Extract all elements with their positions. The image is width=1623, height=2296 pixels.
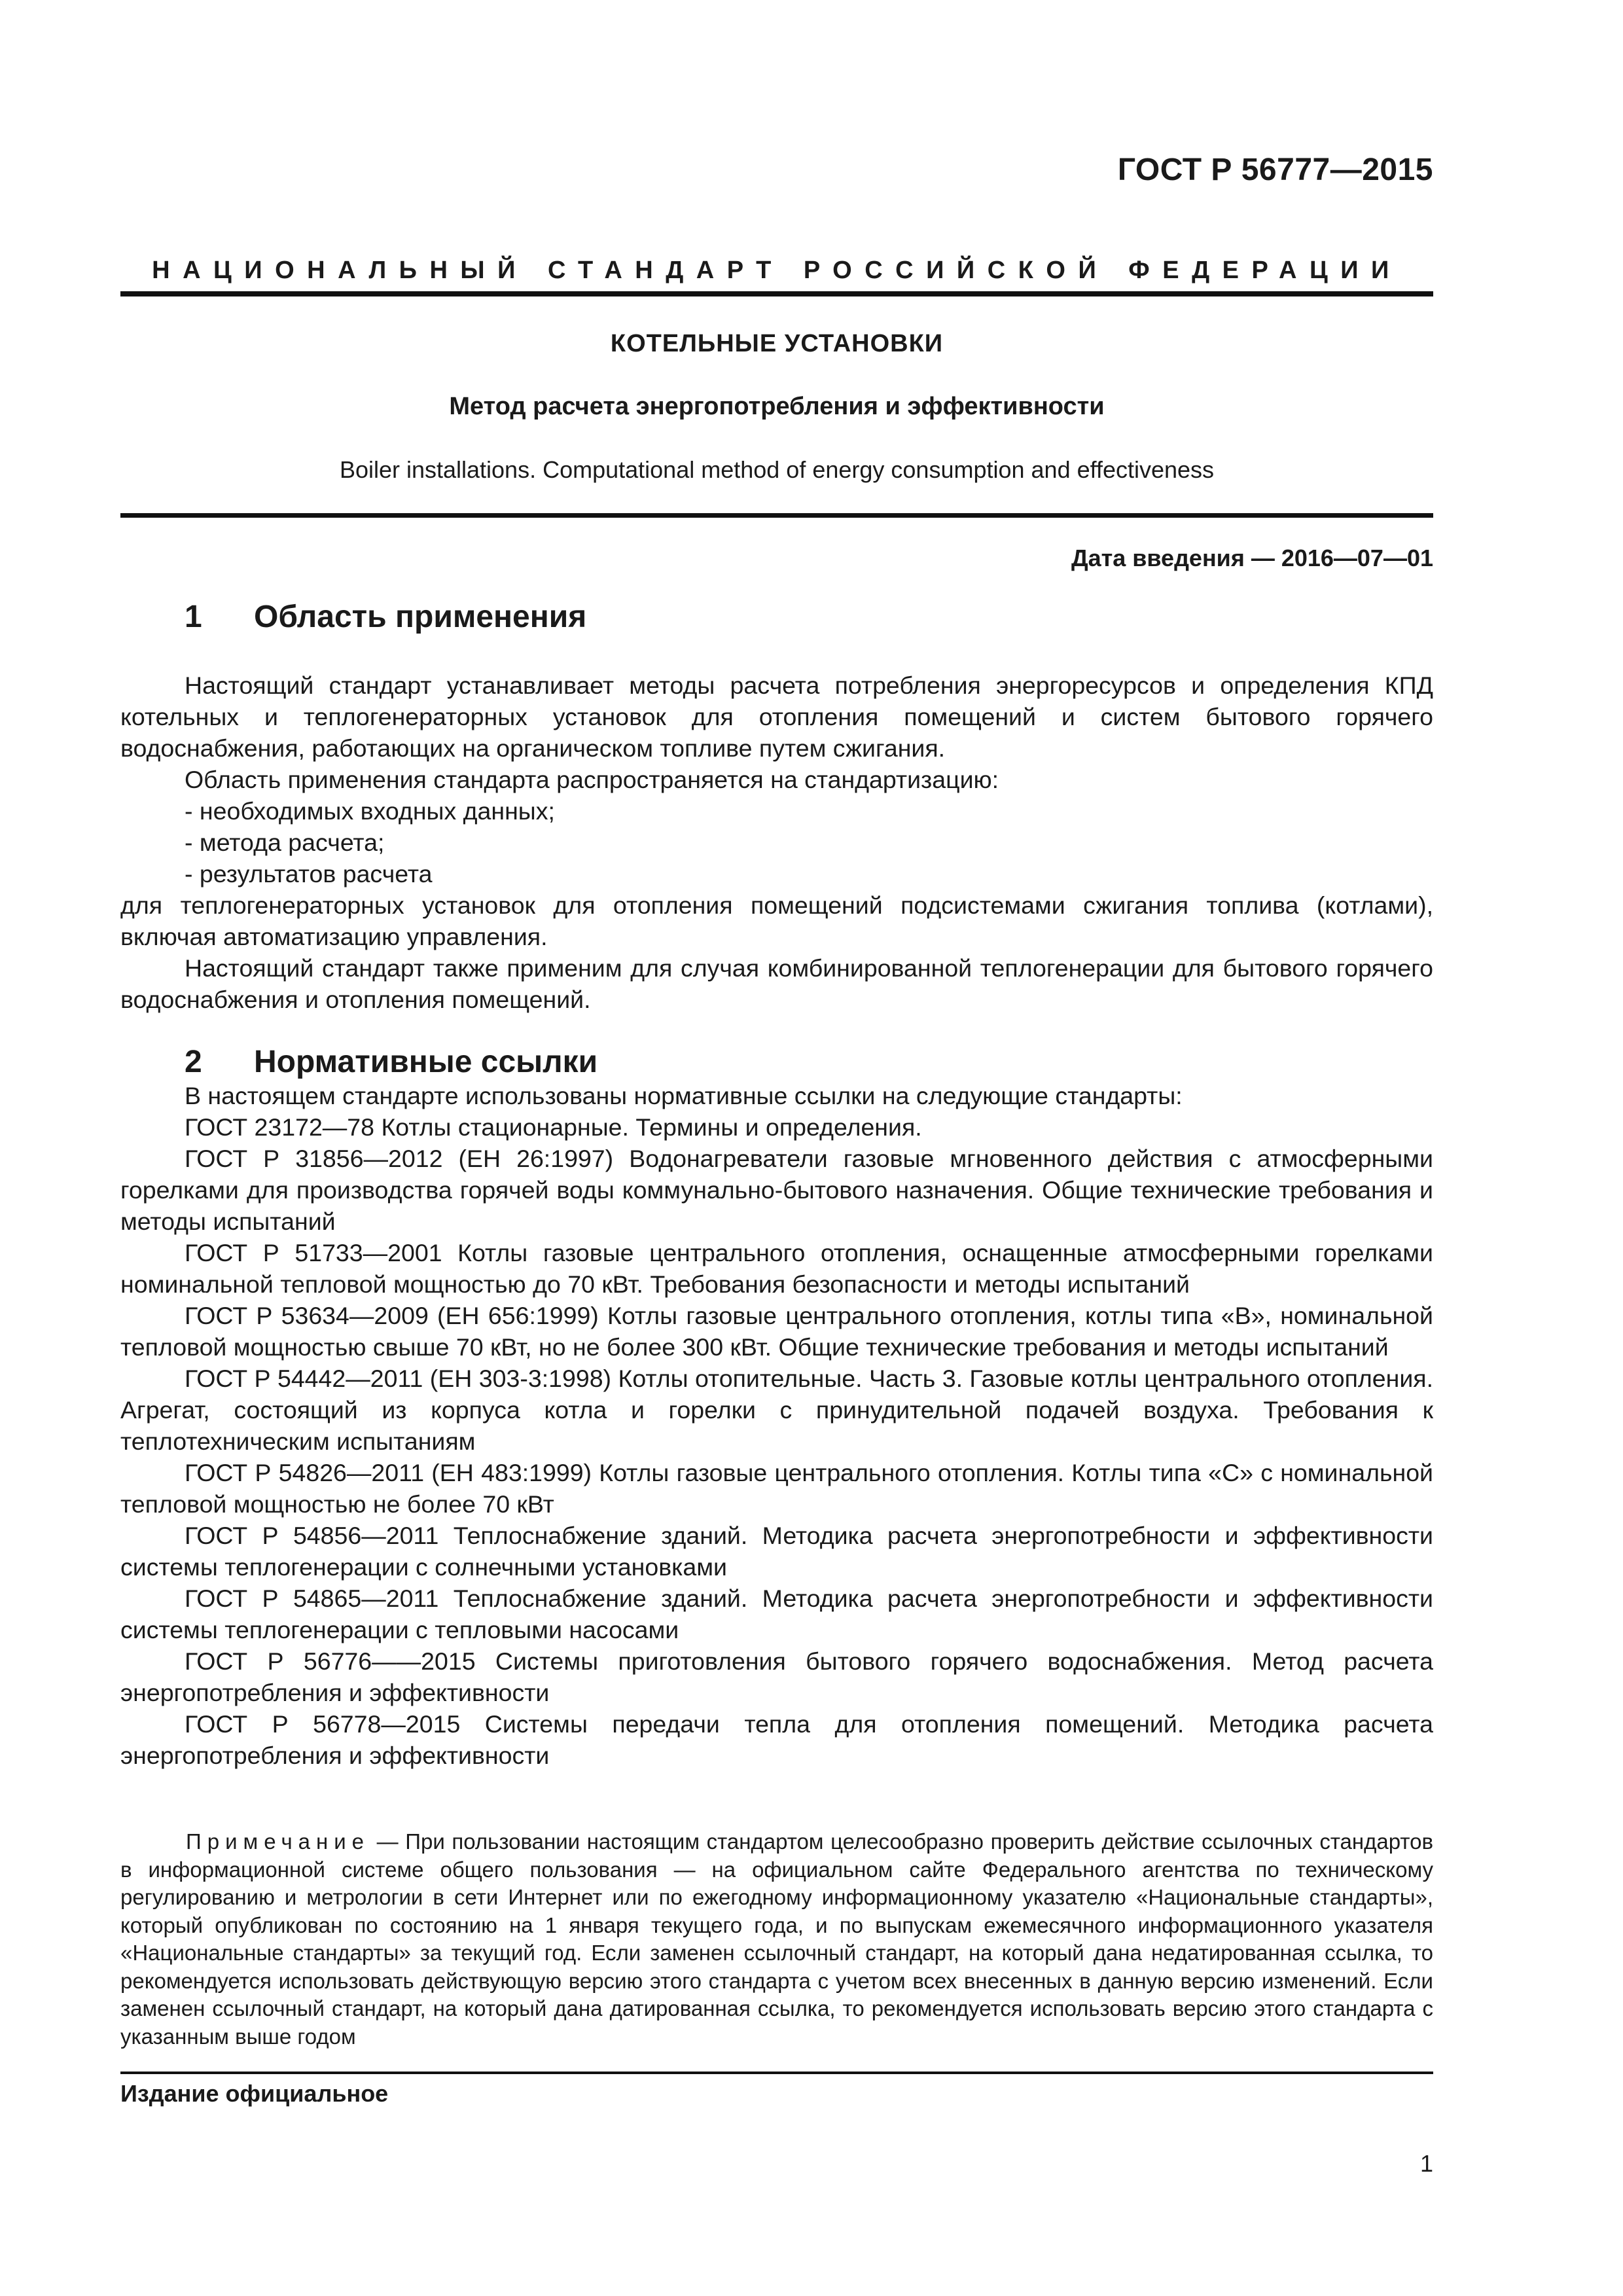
reference-item: ГОСТ Р 54856—2011 Теплоснабжение зданий. Методика расчета энергопотребности и эффективности системы теплогенерации с солнечными установками — [120, 1522, 1433, 1581]
note-label: Примечание — [186, 1829, 370, 1854]
section-1-number: 1 — [185, 600, 202, 634]
section-2-heading — [185, 1044, 597, 1080]
section-2-number: 2 — [185, 1045, 202, 1079]
document-number: ГОСТ Р 56777—2015 — [1117, 152, 1433, 187]
reference-item: ГОСТ 23172—78 Котлы стационарные. Термины и определения. — [185, 1113, 922, 1141]
document-title: КОТЕЛЬНЫЕ УСТАНОВКИ — [610, 330, 944, 357]
reference-item: ГОСТ Р 54865—2011 Теплоснабжение зданий. Методика расчета энергопотребности и эффективности системы теплогенерации с тепловыми насосами — [120, 1585, 1433, 1643]
note-block — [120, 1828, 1433, 2051]
list-item: - метода расчета; — [185, 829, 385, 856]
official-edition-label: Издание официальное — [120, 2080, 389, 2107]
section-2-title: Нормативные ссылки — [254, 1045, 598, 1079]
note-text: — При пользовании настоящим стандартом целесообразно проверить действие ссылочных стандартов в информационной системе общего пользования — на официальном сайте Федерального агентства по техническому регулированию и метрологии в сети Интернет или по ежегодному информационному указателю «Национальные стандарты», который опубликован по состоянию на 1 января текущего года, и по выпускам ежемесячного информационного указателя «Национальные стандарты» за текущий год. Если заменен ссылочный стандарт, на который дана недатированная ссылка, то рекомендуется использовать действующую версию этого стандарта с учетом всех внесенных в данную версию изменений. Если заменен ссылочный стандарт, на который дана датированная ссылка, то рекомендуется использовать версию этого стандарта с указанным выше годом — [120, 1829, 1433, 2049]
title-rule — [120, 513, 1433, 518]
list-item: - результатов расчета — [185, 860, 433, 888]
section-1-heading — [185, 599, 586, 635]
reference-item: ГОСТ Р 31856—2012 (ЕН 26:1997) Водонагреватели газовые мгновенного действия с атмосферными горелками для производства горячей воды коммунально-бытового назначения. Общие технические требования и методы испытаний — [120, 1145, 1433, 1235]
paragraph: Настоящий стандарт устанавливает методы расчета потребления энергоресурсов и определения КПД котельных и теплогенераторных установок для отопления помещений и систем бытового горячего водоснабжения, работающих на органическом топливе путем сжигания. — [120, 672, 1433, 762]
note-paragraph — [120, 1828, 1433, 2051]
paragraph: В настоящем стандарте использованы нормативные ссылки на следующие стандарты: — [185, 1082, 1183, 1109]
paragraph: для теплогенераторных установок для отопления помещений подсистемами сжигания топлива (котлами), включая автоматизацию управления. — [120, 891, 1433, 950]
page-number: 1 — [1419, 2150, 1433, 2177]
document-subtitle: Метод расчета энергопотребления и эффективности — [449, 393, 1105, 420]
reference-item: ГОСТ Р 56778—2015 Системы передачи тепла для отопления помещений. Методика расчета энергопотребления и эффективности — [120, 1710, 1433, 1769]
section-1-title: Область применения — [254, 600, 587, 634]
paragraph: Настоящий стандарт также применим для случая комбинированной теплогенерации для бытового горячего водоснабжения и отопления помещений. — [120, 954, 1433, 1013]
reference-item: ГОСТ Р 54826—2011 (ЕН 483:1999) Котлы газовые центрального отопления. Котлы типа «С» с номинальной тепловой мощностью не более 70 кВт — [120, 1459, 1433, 1518]
header-rule — [120, 291, 1433, 296]
reference-item: ГОСТ Р 56776——2015 Системы приготовления бытового горячего водоснабжения. Метод расчета энергопотребления и эффективности — [120, 1647, 1433, 1706]
paragraph: Область применения стандарта распространяется на стандартизацию: — [185, 766, 999, 793]
list-item: - необходимых входных данных; — [185, 797, 555, 825]
footer-rule — [120, 2072, 1433, 2074]
english-title: Boiler installations. Computational method of energy consumption and effectiveness — [339, 456, 1215, 483]
reference-item: ГОСТ Р 54442—2011 (ЕН 303-3:1998) Котлы отопительные. Часть 3. Газовые котлы центрального отопления. Агрегат, состоящий из корпуса котла и горелки с принудительной подачей воздуха. Требования к теплотехническим испытаниям — [120, 1365, 1433, 1455]
national-standard-header: НАЦИОНАЛЬНЫЙ СТАНДАРТ РОССИЙСКОЙ ФЕДЕРАЦИИ — [152, 257, 1402, 284]
reference-item: ГОСТ Р 51733—2001 Котлы газовые центрального отопления, оснащенные атмосферными горелками номинальной тепловой мощностью до 70 кВт. Требования безопасности и методы испытаний — [120, 1239, 1433, 1298]
section-1-body — [120, 670, 1433, 1015]
section-2-body — [120, 1080, 1433, 1771]
introduction-date: Дата введения — 2016—07—01 — [1071, 545, 1433, 571]
reference-item: ГОСТ Р 53634—2009 (ЕН 656:1999) Котлы газовые центрального отопления, котлы типа «В», номинальной тепловой мощностью свыше 70 кВт, но не более 300 кВт. Общие технические требования и методы испытаний — [120, 1302, 1433, 1361]
